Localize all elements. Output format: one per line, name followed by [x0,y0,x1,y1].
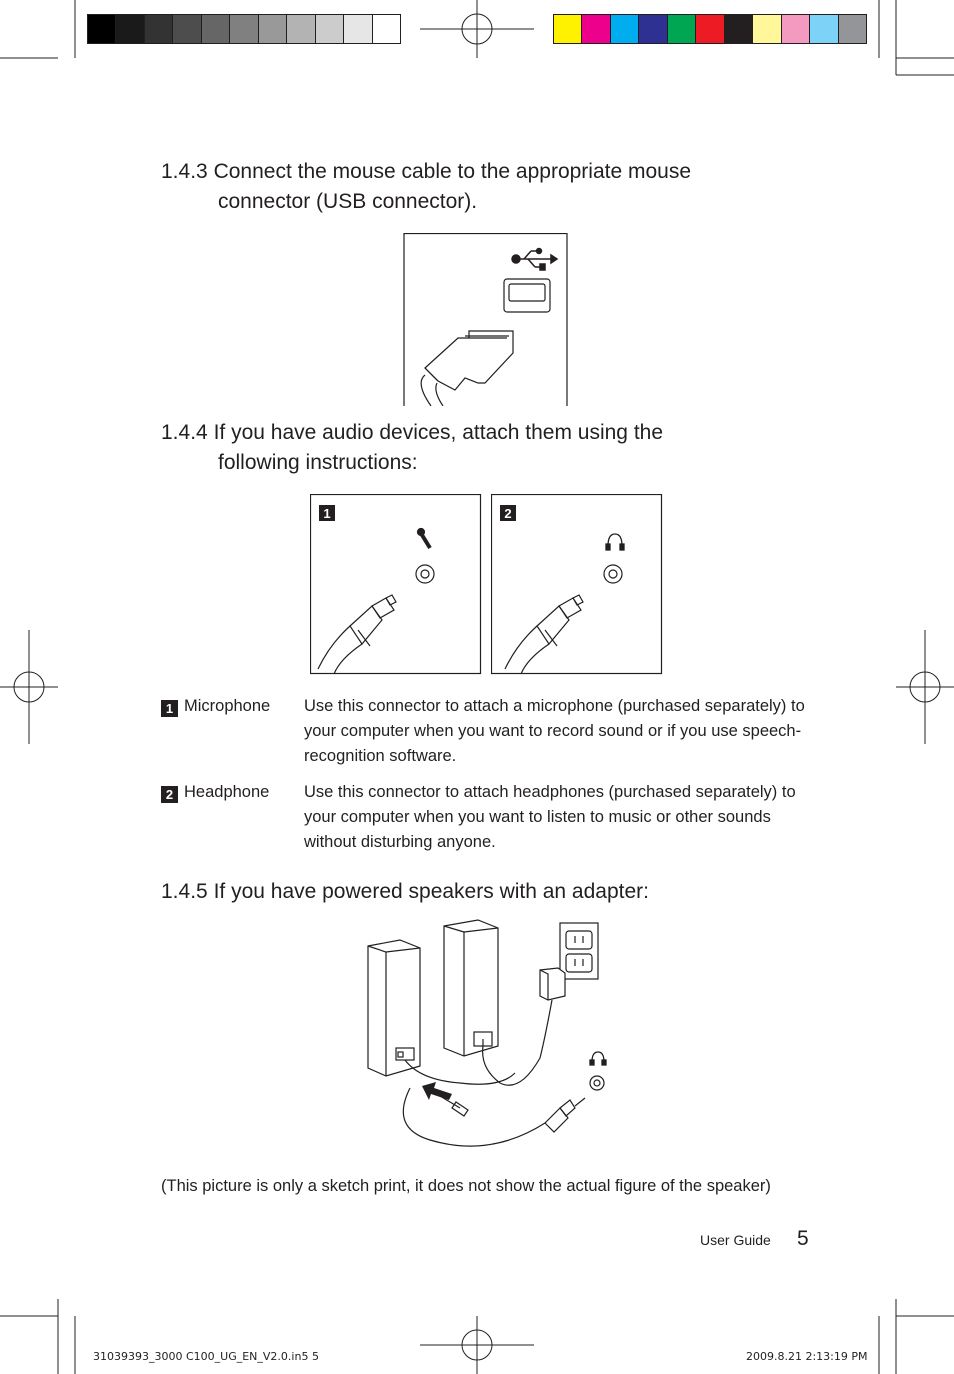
section-title-line1: Connect the mouse cable to the appropriate mouse [213,160,692,183]
figure-caption: (This picture is only a sketch print, it does not show the actual figure of the speaker) [161,1177,771,1195]
footer-label: User Guide [700,1232,771,1248]
panel-badge: 2 [504,506,512,521]
section-number: 1.4.5 [161,880,208,903]
definition-description: Use this connector to attach a microphone (purchased separately) to your computer when you want to record sound or if you use speech-recognition software. [304,697,805,765]
registration-mark-icon [420,0,534,58]
microphone-panel-figure [310,494,482,675]
definition-term [161,780,301,805]
definition-term [161,694,301,719]
definition-badge: 1 [161,700,178,717]
section-title-line1: If you have powered speakers with an adapter: [213,880,649,903]
section-number: 1.4.3 [161,160,208,183]
powered-speakers-figure [360,918,620,1153]
section-1-4-4-heading [161,418,801,478]
definition-microphone [161,694,821,769]
section-title-line2: connector (USB connector). [218,190,478,213]
definition-description: Use this connector to attach headphones (purchased separately) to your computer when you want to listen to music or other sounds without disturbing anyone. [304,783,796,851]
slug-timestamp: 2009.8.21 2:13:19 PM [746,1350,868,1363]
definition-term-label: Microphone [184,697,271,715]
section-number: 1.4.4 [161,421,208,444]
section-1-4-3-heading [161,157,801,217]
definition-headphone [161,780,821,855]
section-1-4-5-heading [161,877,801,907]
headphone-panel-figure [491,494,663,675]
section-title-line1: If you have audio devices, attach them using the [213,421,664,444]
slug-file-info: 31039393_3000 C100_UG_EN_V2.0.in5 5 [93,1350,319,1363]
panel-badge: 1 [323,506,331,521]
usb-icon [512,249,557,271]
usb-connector-figure [403,233,569,406]
definition-term-label: Headphone [184,783,270,801]
page-number: 5 [797,1227,809,1250]
definition-badge: 2 [161,786,178,803]
section-title-line2: following instructions: [218,451,418,474]
